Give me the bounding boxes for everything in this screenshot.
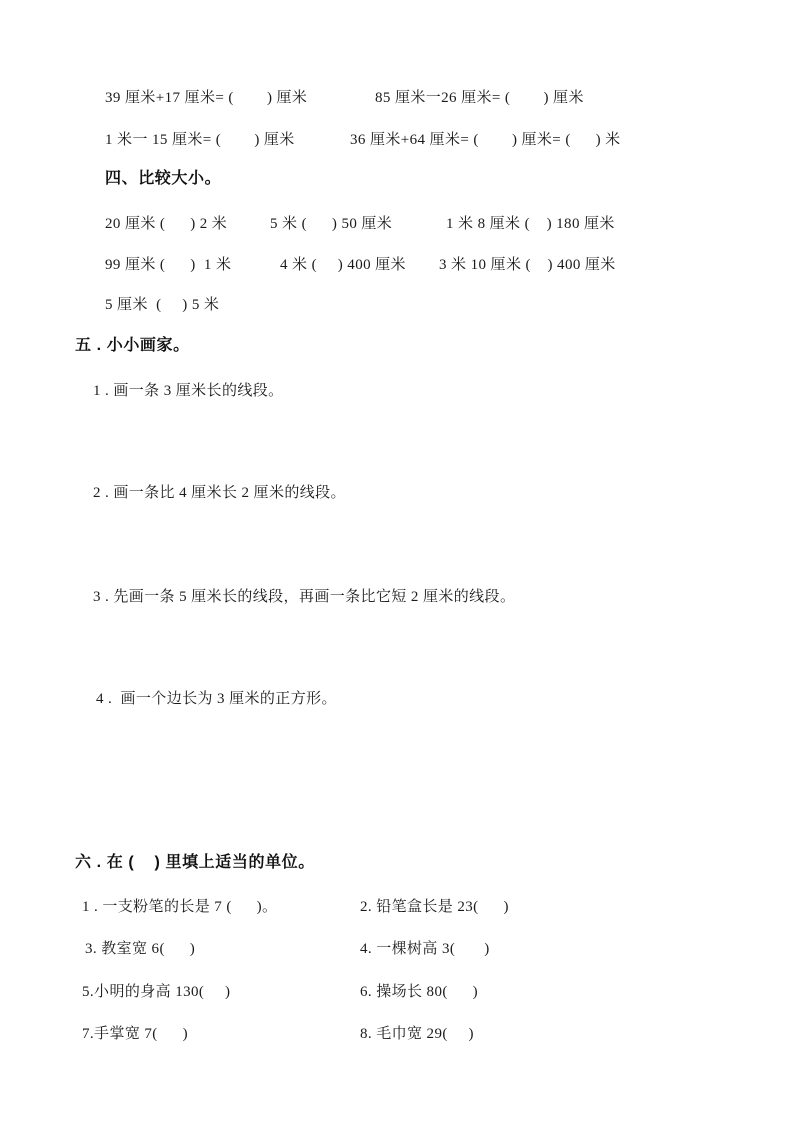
- section-five-heading: 五 . 小小画家。: [75, 337, 190, 354]
- compare-item: 20 厘米 ( ) 2 米: [105, 216, 228, 232]
- section-six-heading: 六 . 在 ( ) 里填上适当的单位。: [75, 854, 315, 871]
- unit-fill-item: 6. 操场长 80( ): [360, 984, 479, 1000]
- section-four-heading: 四、比较大小。: [105, 170, 222, 187]
- compare-item: 3 米 10 厘米 ( ) 400 厘米: [439, 257, 616, 273]
- drawing-task: 4 . 画一个边长为 3 厘米的正方形。: [96, 691, 337, 707]
- unit-fill-item: 3. 教室宽 6( ): [85, 941, 196, 957]
- compare-item: 99 厘米 ( ) 1 米: [105, 257, 232, 273]
- drawing-task: 3 . 先画一条 5 厘米长的线段，再画一条比它短 2 厘米的线段。: [93, 589, 516, 605]
- drawing-task: 2 . 画一条比 4 厘米长 2 厘米的线段。: [93, 485, 346, 501]
- fill-blank-expression: 36 厘米+64 厘米= ( ) 厘米= ( ) 米: [350, 132, 621, 148]
- unit-fill-item: 7.手掌宽 7( ): [82, 1026, 188, 1042]
- fill-blank-expression: 39 厘米+17 厘米= ( ) 厘米: [105, 90, 308, 106]
- fill-blank-expression: 85 厘米一26 厘米= ( ) 厘米: [375, 90, 584, 106]
- unit-fill-item: 2. 铅笔盒长是 23( ): [360, 899, 509, 915]
- unit-fill-item: 1 . 一支粉笔的长是 7 ( )。: [82, 899, 278, 915]
- compare-item: 5 厘米 ( ) 5 米: [105, 297, 220, 313]
- drawing-task: 1 . 画一条 3 厘米长的线段。: [93, 383, 284, 399]
- fill-blank-expression: 1 米一 15 厘米= ( ) 厘米: [105, 132, 295, 148]
- unit-fill-item: 5.小明的身高 130( ): [82, 984, 231, 1000]
- compare-item: 4 米 ( ) 400 厘米: [280, 257, 406, 273]
- unit-fill-item: 8. 毛巾宽 29( ): [360, 1026, 474, 1042]
- unit-fill-item: 4. 一棵树高 3( ): [360, 941, 490, 957]
- compare-item: 1 米 8 厘米 ( ) 180 厘米: [446, 216, 615, 232]
- compare-item: 5 米 ( ) 50 厘米: [270, 216, 393, 232]
